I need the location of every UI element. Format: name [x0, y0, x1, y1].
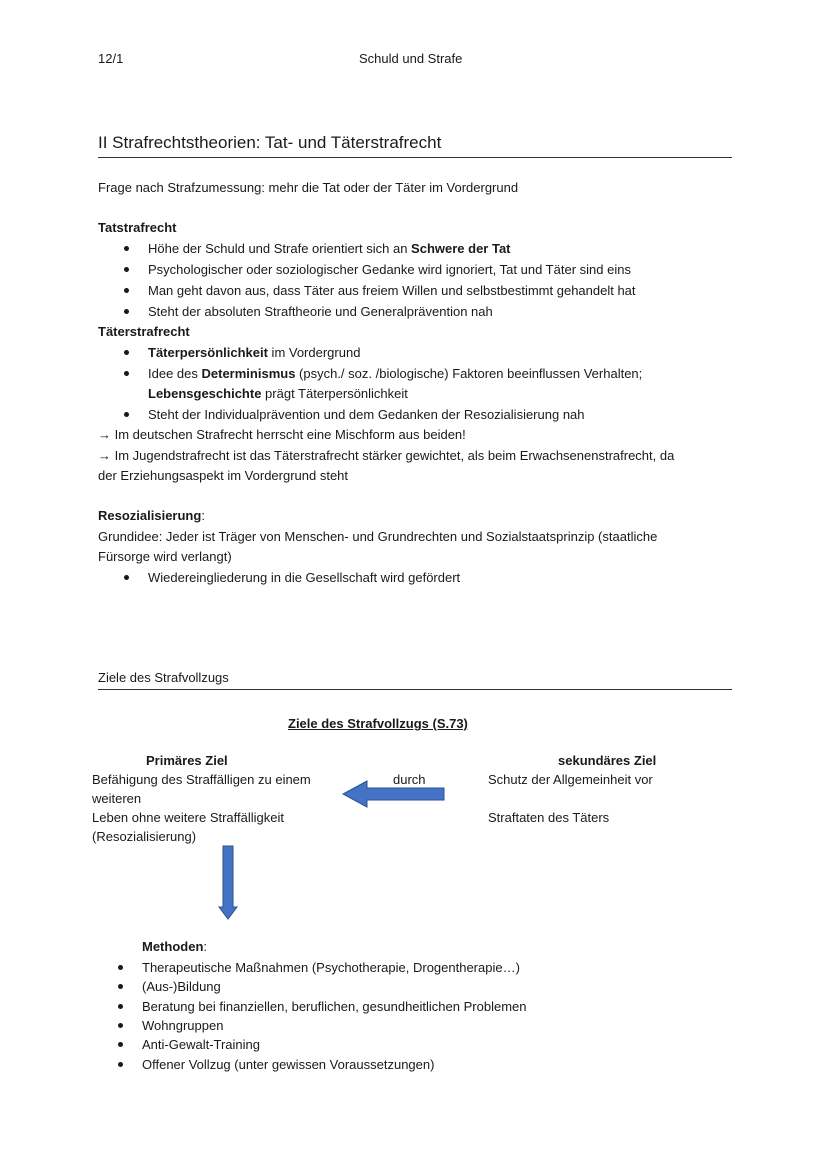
methoden-item: Wohngruppen: [142, 1018, 224, 1033]
primary-goal-title: Primäres Ziel: [146, 753, 228, 768]
list-item: Täterpersönlichkeit im Vordergrund: [148, 345, 361, 360]
section2-heading: Ziele des Strafvollzugs: [98, 670, 229, 685]
methoden-item: Therapeutische Maßnahmen (Psychotherapie, Drogentherapie…): [142, 960, 520, 975]
tatstrafrecht-title: Tatstrafrecht: [98, 220, 177, 235]
heading-underline: [98, 157, 732, 158]
resozialisierung-text: Grundidee: Jeder ist Träger von Menschen- und Grundrechten und Sozialstaatsprinzip (staatliche: [98, 529, 658, 544]
bullet-icon: [118, 984, 123, 989]
section-heading: II Strafrechtstheorien: Tat- und Täterstrafrecht: [98, 133, 442, 152]
methoden-item: Anti-Gewalt-Training: [142, 1037, 261, 1052]
note-jugendstrafrecht: → Im Jugendstrafrecht ist das Täterstrafrecht stärker gewichtet, als beim Erwachsenenstrafrecht, da: [98, 448, 675, 463]
page-number: 12/1: [98, 51, 124, 66]
document-title: Schuld und Strafe: [359, 51, 463, 66]
section2-underline: [98, 689, 732, 690]
resozialisierung-text-cont: Fürsorge wird verlangt): [98, 549, 232, 564]
bullet-icon: [118, 965, 123, 970]
secondary-goal-text: Schutz der Allgemeinheit vor: [488, 772, 653, 787]
durch-label: durch: [393, 772, 426, 787]
secondary-goal-title: sekundäres Ziel: [558, 753, 657, 768]
list-item: Steht der absoluten Straftheorie und Generalprävention nah: [148, 304, 493, 319]
bullet-icon: [124, 412, 129, 417]
methoden-title: Methoden:: [142, 939, 208, 954]
note-jugendstrafrecht-cont: der Erziehungsaspekt im Vordergrund steht: [98, 468, 349, 483]
primary-goal-text: weiteren: [92, 791, 142, 806]
primary-goal-text: Befähigung des Straffälligen zu einem: [92, 772, 311, 787]
list-item: Höhe der Schuld und Strafe orientiert sich an Schwere der Tat: [148, 241, 511, 256]
bullet-icon: [118, 1004, 123, 1009]
bullet-icon: [124, 246, 129, 251]
bullet-icon: [124, 350, 129, 355]
list-item: Psychologischer oder soziologischer Gedanke wird ignoriert, Tat und Täter sind eins: [148, 262, 631, 277]
bullet-icon: [118, 1062, 123, 1067]
bullet-icon: [124, 575, 129, 580]
secondary-goal-text: Straftaten des Täters: [488, 810, 610, 825]
methoden-item: Beratung bei finanziellen, beruflichen, gesundheitlichen Problemen: [142, 999, 527, 1014]
resozialisierung-title: Resozialisierung:: [98, 508, 205, 523]
primary-goal-text: Leben ohne weitere Straffälligkeit: [92, 810, 284, 825]
arrow-left-icon: [341, 779, 447, 809]
bullet-icon: [124, 267, 129, 272]
taeterstrafrecht-title: Täterstrafrecht: [98, 324, 190, 339]
intro-text: Frage nach Strafzumessung: mehr die Tat oder der Täter im Vordergrund: [98, 180, 519, 195]
bullet-icon: [118, 1023, 123, 1028]
arrow-down-icon: [217, 845, 239, 921]
bullet-icon: [124, 309, 129, 314]
ziele-subtitle: Ziele des Strafvollzugs (S.73): [288, 716, 468, 731]
methoden-item: Offener Vollzug (unter gewissen Voraussetzungen): [142, 1057, 435, 1072]
list-item: Wiedereingliederung in die Gesellschaft wird gefördert: [148, 570, 461, 585]
list-item-continuation: Lebensgeschichte prägt Täterpersönlichkeit: [148, 386, 408, 401]
list-item: Man geht davon aus, dass Täter aus freiem Willen und selbstbestimmt gehandelt hat: [148, 283, 636, 298]
primary-goal-text: (Resozialisierung): [92, 829, 197, 844]
bullet-icon: [124, 288, 129, 293]
bullet-icon: [124, 371, 129, 376]
methoden-item: (Aus-)Bildung: [142, 979, 221, 994]
list-item: Steht der Individualprävention und dem Gedanken der Resozialisierung nah: [148, 407, 585, 422]
note-mischform: → Im deutschen Strafrecht herrscht eine Mischform aus beiden!: [98, 427, 466, 442]
bullet-icon: [118, 1042, 123, 1047]
list-item: Idee des Determinismus (psych./ soz. /biologische) Faktoren beeinflussen Verhalten;: [148, 366, 643, 381]
